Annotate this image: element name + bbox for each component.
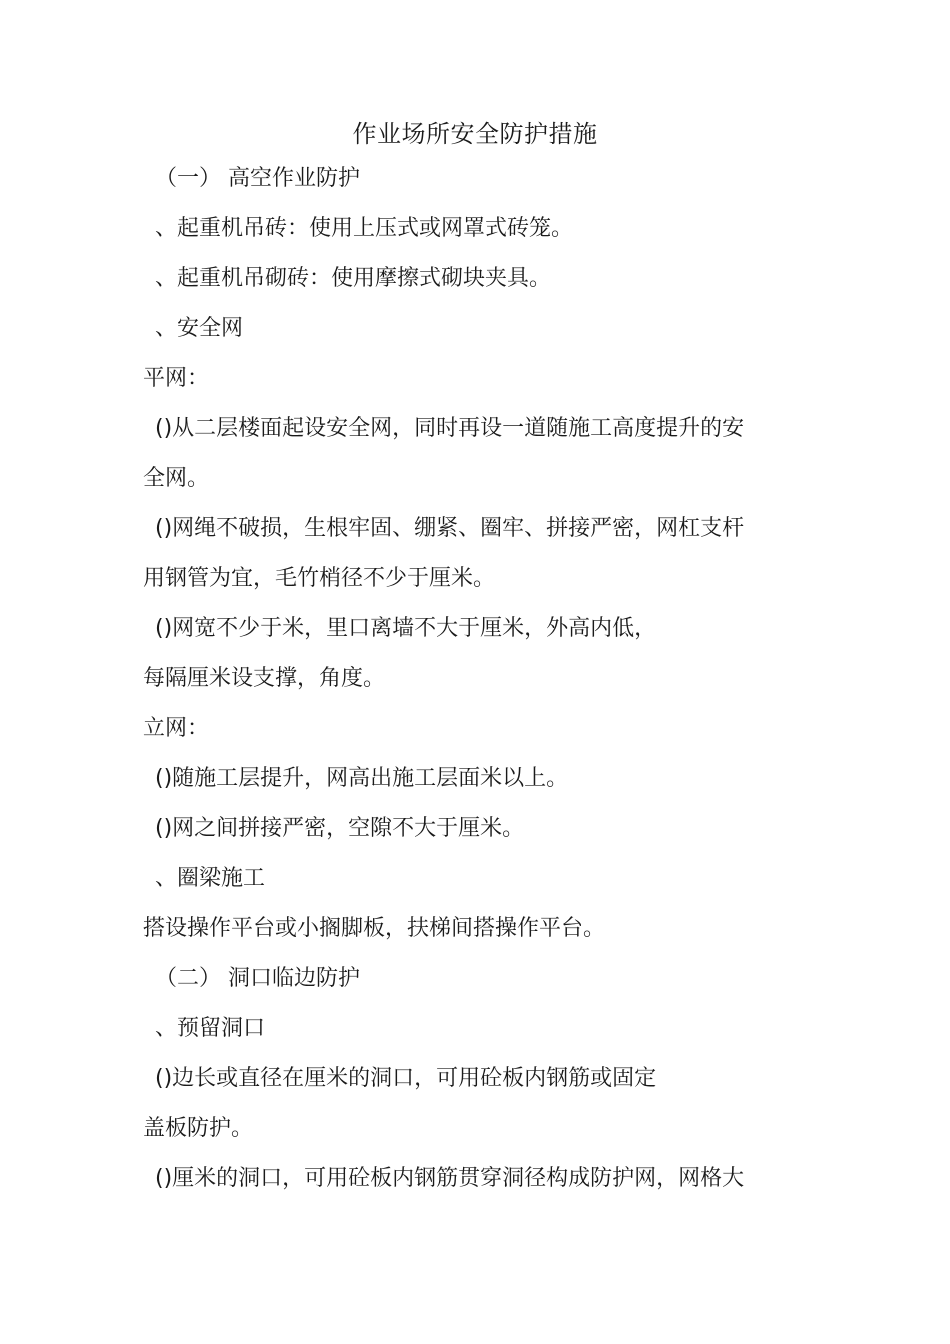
- paragraph-line: 、起重机吊砌砖：使用摩擦式砌块夹具。: [155, 266, 552, 291]
- paragraph-line: ()网之间拼接严密，空隙不大于厘米。: [155, 816, 525, 841]
- paragraph-line: ()厘米的洞口，可用砼板内钢筋贯穿洞径构成防护网，网格大: [155, 1166, 745, 1191]
- document-title: 作业场所安全防护措施: [352, 120, 598, 148]
- paragraph-line: 平网：: [143, 366, 210, 391]
- paragraph-line: 、安全网: [155, 316, 244, 341]
- paragraph-line: ()随施工层提升，网高出施工层面米以上。: [155, 766, 569, 791]
- paragraph-line: 立网：: [143, 716, 210, 741]
- paragraph-line: ()边长或直径在厘米的洞口，可用砼板内钢筋或固定: [155, 1066, 657, 1091]
- paragraph-line: ()网绳不破损，生根牢固、绷紧、圈牢、拼接严密，网杠支杆: [155, 516, 745, 541]
- paragraph-line: 每隔厘米设支撑，角度。: [143, 666, 386, 691]
- section-heading-high-altitude: （一） 高空作业防护: [155, 166, 360, 191]
- paragraph-line: 用钢管为宜，毛竹梢径不少于厘米。: [143, 566, 496, 591]
- paragraph-line: 搭设操作平台或小搁脚板，扶梯间搭操作平台。: [143, 916, 606, 941]
- paragraph-line: 全网。: [143, 466, 210, 491]
- paragraph-line: 、起重机吊砖：使用上压式或网罩式砖笼。: [155, 216, 574, 241]
- paragraph-line: ()从二层楼面起设安全网，同时再设一道随施工高度提升的安: [155, 416, 745, 441]
- section-heading-openings: （二） 洞口临边防护: [155, 966, 360, 991]
- paragraph-line: 盖板防护。: [143, 1116, 254, 1141]
- paragraph-line: 、预留洞口: [155, 1016, 266, 1041]
- paragraph-line: ()网宽不少于米，里口离墙不大于厘米，外高内低，: [155, 616, 657, 641]
- paragraph-line: 、圈梁施工: [155, 866, 266, 891]
